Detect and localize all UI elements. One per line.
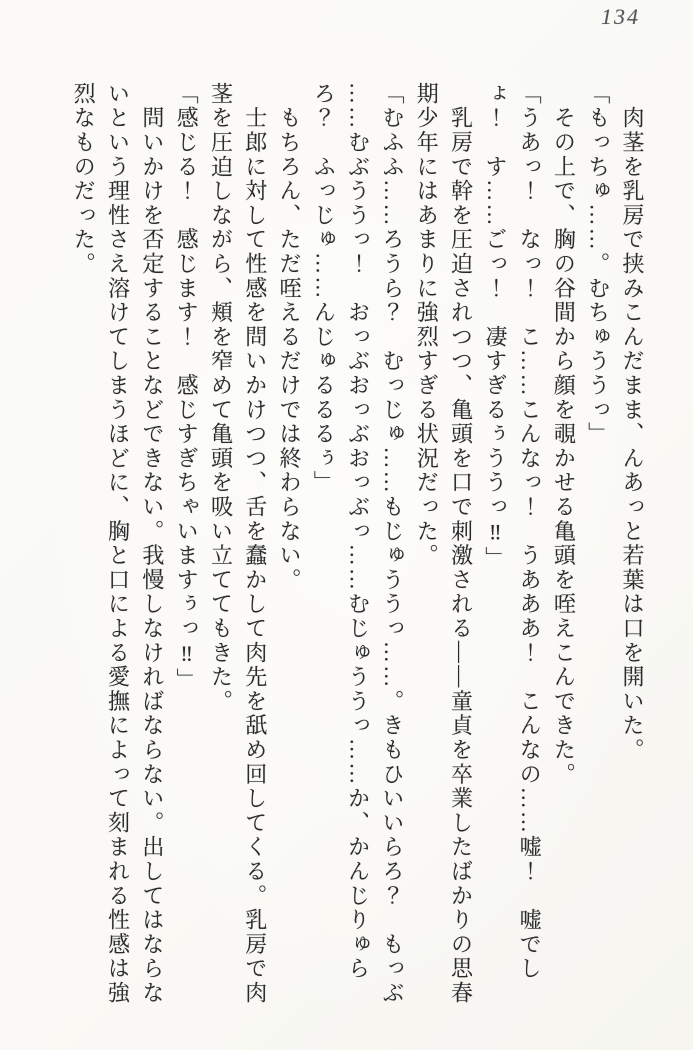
text-line: ょ！ す……ごっ！ 凄すぎるぅううっ‼」 (482, 82, 508, 571)
text-line: 問いかけを否定することなどできない。我慢しなければならない。出してはならな (139, 82, 165, 1006)
text-line: 「うあっ！ なっ！ こ……こんなっ！ うあああ！ こんなの……嘘！ 嘘でし (517, 82, 543, 982)
text-line: その上で、胸の谷間から顔を覗かせる亀頭を咥えこんできた。 (551, 82, 577, 787)
text-line: 「もっちゅ……。むちゅううっ」 (585, 82, 611, 447)
page-number: 134 (601, 4, 640, 29)
text-line: 「むふふ……ろうら？ むっじゅ……もじゅううっ……。きもひいいらろ？ もっぶ (379, 82, 405, 1006)
text-line: 肉茎を乳房で挟みこんだまま、んあっと若葉は口を開いた。 (620, 82, 645, 763)
text-line: 茎を圧迫しながら、頬を窄めて亀頭を吸い立ててもきた。 (208, 82, 234, 714)
text-line: 乳房で幹を圧迫されつつ、亀頭を口で刺激される――童貞を卒業したばかりの思春 (448, 82, 474, 1006)
text-area (66, 82, 649, 1010)
text-line: ろ？ ふっじゅ……んじゅるるるぅ」 (311, 82, 337, 496)
text-line: 烈なものだった。 (71, 82, 97, 277)
text-line: もちろん、ただ咥えるだけでは終わらない。 (277, 82, 303, 593)
text-line: 士郎に対して性感を問いかけつつ、舌を蠢かして肉先を舐め回してくる。乳房で肉 (242, 82, 268, 1006)
text-line: 期少年にはあまりに強烈すぎる状況だった。 (414, 82, 440, 568)
text-line: いという理性さえ溶けてしまうほどに、胸と口による愛撫によって刻まれる性感は強 (105, 82, 131, 1006)
text-line: ……むぶううっ！ おっぶおっぶおっぶっ……むじゅううっ……か、かんじりゅら (345, 82, 371, 982)
text-line: 「感じる！ 感じます！ 感じすぎちゃいますぅっ‼」 (174, 82, 200, 693)
